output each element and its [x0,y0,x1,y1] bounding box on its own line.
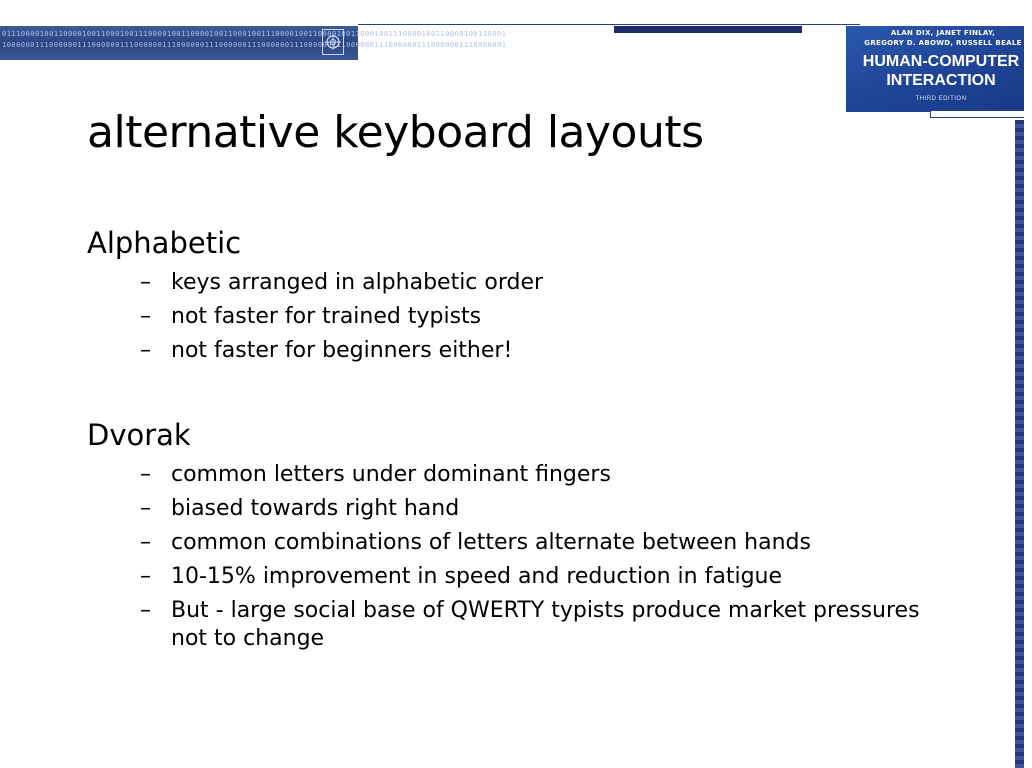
bullet-dash: – [140,598,151,623]
bullet-list-dvorak [140,461,960,659]
slide-title: alternative keyboard layouts [87,107,704,158]
bullet-list-alphabetic [140,269,960,371]
book-title-line: HUMAN-COMPUTER [862,53,1020,70]
target-emblem-icon [322,29,344,55]
bullet-item [140,597,960,653]
book-cover-logo [846,26,1024,112]
right-side-stripe [1015,120,1024,768]
bullet-text: not faster for beginners either! [171,338,513,363]
header-accent-bar [614,26,802,33]
bullet-item [140,269,960,297]
book-edition: THIRD EDITION [915,96,967,102]
bullet-dash: – [140,496,151,521]
bullet-text: biased towards right hand [171,496,460,521]
binary-text-row: 01110000100110000100110001001110000100110000100110001001110000100110000100110001001110000100110000100110001 [2,30,507,38]
section-heading-alphabetic: Alphabetic [87,226,242,260]
bullet-dash: – [140,564,151,589]
bullet-item [140,563,960,591]
bullet-item [140,495,960,523]
bullet-text: common letters under dominant fingers [171,462,611,487]
bullet-text: 10-15% improvement in speed and reduction in fatigue [171,564,783,589]
bullet-dash: – [140,462,151,487]
bullet-item [140,461,960,489]
bullet-item [140,337,960,365]
bullet-text: But - large social base of QWERTY typists produce market pressures not to change [171,598,920,651]
bullet-dash: – [140,270,151,295]
header-outline-bar [930,110,1024,118]
bullet-item [140,529,960,557]
bullet-text: common combinations of letters alternate between hands [171,530,811,555]
binary-banner-image [0,26,507,60]
bullet-text: keys arranged in alphabetic order [171,270,544,295]
binary-text-row: 10000001110000001110000001110000001110000001110000001110000001110000001110000001110000001110000001110000001 [2,41,507,49]
top-rule-divider [358,24,860,25]
bullet-dash: – [140,304,151,329]
bullet-item [140,303,960,331]
book-authors-line: ALAN DIX, JANET FINLAY, [890,29,996,37]
section-heading-dvorak: Dvorak [87,418,191,452]
bullet-dash: – [140,530,151,555]
book-authors-line: GREGORY D. ABOWD, RUSSELL BEALE [864,39,1022,47]
bullet-text: not faster for trained typists [171,304,482,329]
bullet-dash: – [140,338,151,363]
book-title-line: INTERACTION [886,72,996,89]
